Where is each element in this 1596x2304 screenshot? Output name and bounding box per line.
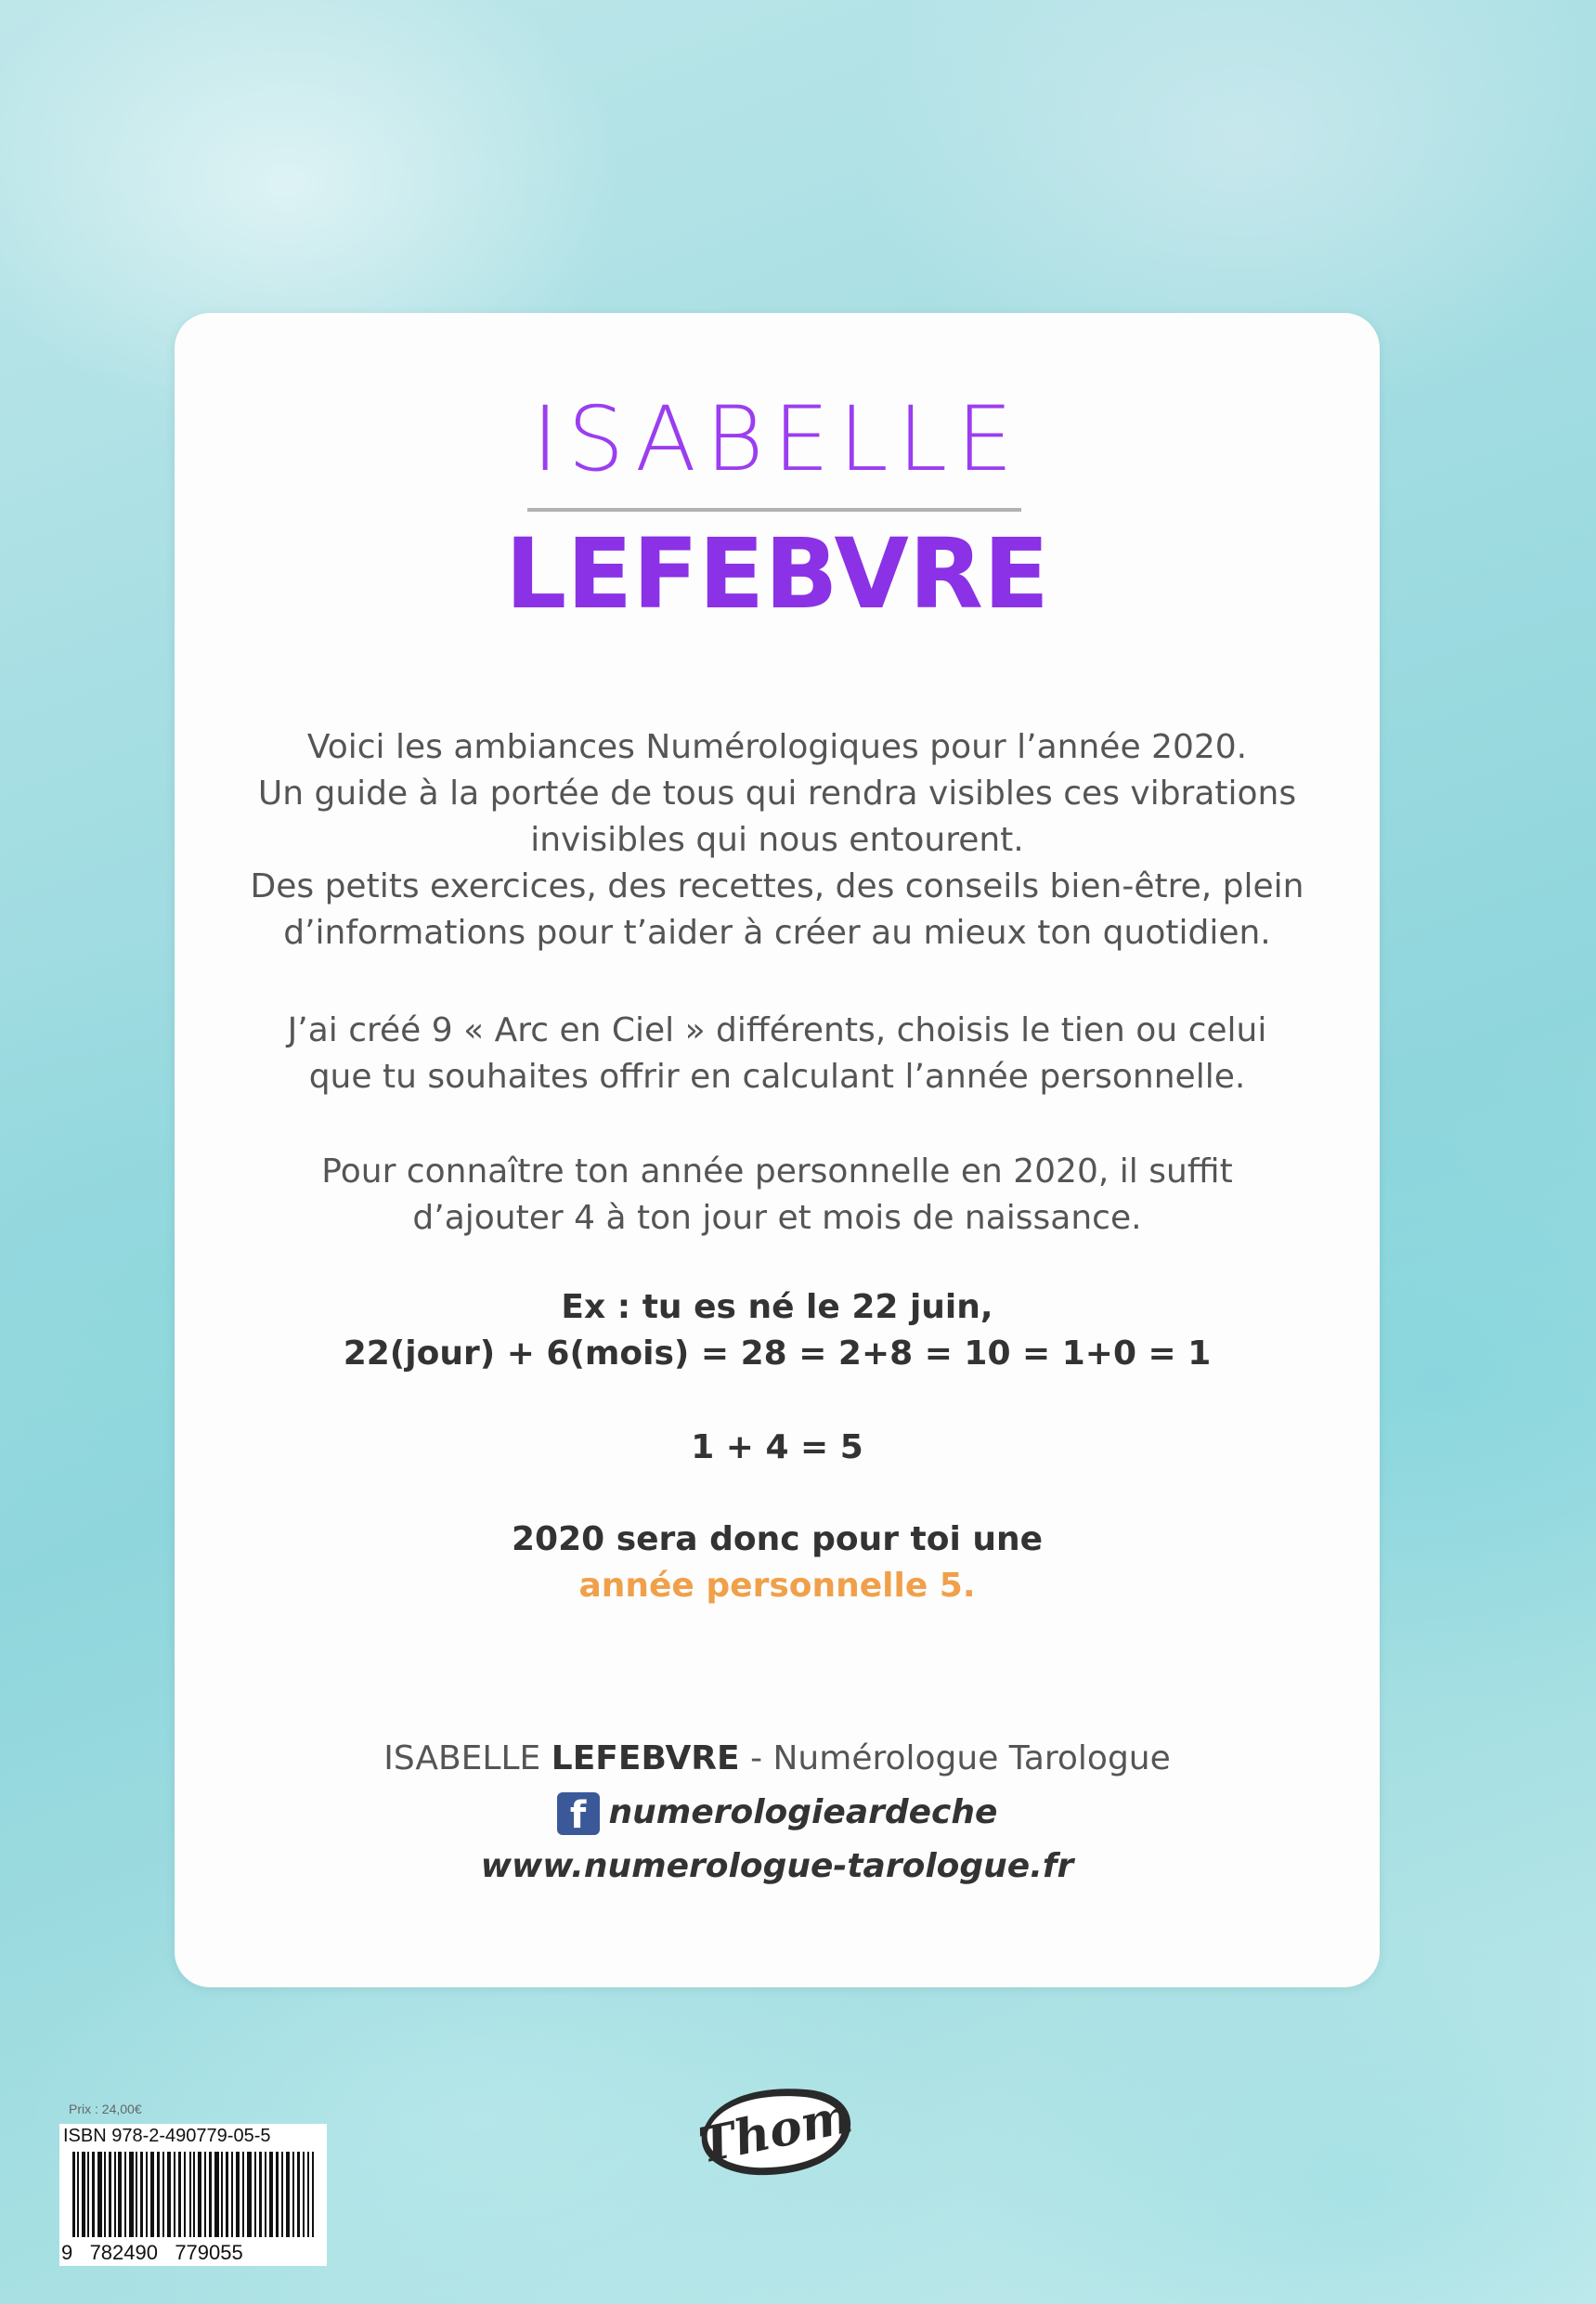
sum-line: 1 + 4 = 5: [691, 1428, 863, 1466]
isbn-label: ISBN 978-2-490779-05-5: [63, 2126, 271, 2146]
intro-line: Voici les ambiances Numérologiques pour l’année 2020.: [306, 728, 1248, 766]
arc-line: que tu souhaites offrir en calculant l’année personnelle.: [308, 1058, 1246, 1096]
logo-divider: [527, 508, 1021, 512]
publisher-logo: [694, 2069, 858, 2190]
author-first-name: ISABELLE: [532, 387, 1022, 491]
price-label: Prix : 24,00€: [69, 2102, 142, 2116]
example-line: 22(jour) + 6(mois) = 28 = 2+8 = 10 = 1+0 = 1: [343, 1334, 1212, 1373]
footer-role: - Numérologue Tarologue: [739, 1739, 1171, 1777]
intro-paragraph: [175, 724, 1380, 957]
example-line: Ex : tu es né le 22 juin,: [561, 1288, 993, 1326]
publisher-name: Thom: [694, 2087, 857, 2175]
facebook-icon: f: [557, 1792, 600, 1835]
barcode-block: [59, 2102, 327, 2266]
calc-line: d’ajouter 4 à ton jour et mois de naissance.: [412, 1199, 1142, 1237]
intro-line: d’informations pour t’aider à créer au mieux ton quotidien.: [283, 914, 1271, 952]
conclusion-block: [175, 1516, 1380, 1609]
author-last-name: LEFEBVRE: [504, 517, 1050, 631]
footer-name-line: [175, 1732, 1380, 1786]
barcode-digits: 9 782490 779055: [61, 2241, 243, 2264]
footer-first-name: ISABELLE: [383, 1739, 541, 1777]
intro-line: invisibles qui nous entourent.: [530, 821, 1024, 859]
footer-block: [175, 1732, 1380, 1894]
arc-line: J’ai créé 9 « Arc en Ciel » différents, choisis le tien ou celui: [287, 1011, 1267, 1049]
conclusion-line: 2020 sera donc pour toi une: [511, 1520, 1044, 1558]
arc-paragraph: [175, 1008, 1380, 1100]
facebook-handle: numerologieardeche: [608, 1793, 998, 1831]
intro-line: Des petits exercices, des recettes, des conseils bien-être, plein: [250, 867, 1304, 905]
footer-last-name: LEFEBVRE: [551, 1739, 740, 1777]
facebook-line[interactable]: [175, 1786, 1380, 1840]
website-link[interactable]: www.numerologue-tarologue.fr: [480, 1847, 1074, 1885]
conclusion-highlight: année personnelle 5.: [578, 1567, 976, 1605]
text-card: [175, 313, 1380, 1987]
calc-paragraph: [175, 1149, 1380, 1242]
calc-line: Pour connaître ton année personnelle en 2020, il suffit: [321, 1152, 1233, 1191]
intro-line: Un guide à la portée de tous qui rendra visibles ces vibrations: [257, 775, 1297, 813]
example-block: [175, 1284, 1380, 1377]
barcode-bars: [72, 2152, 316, 2237]
